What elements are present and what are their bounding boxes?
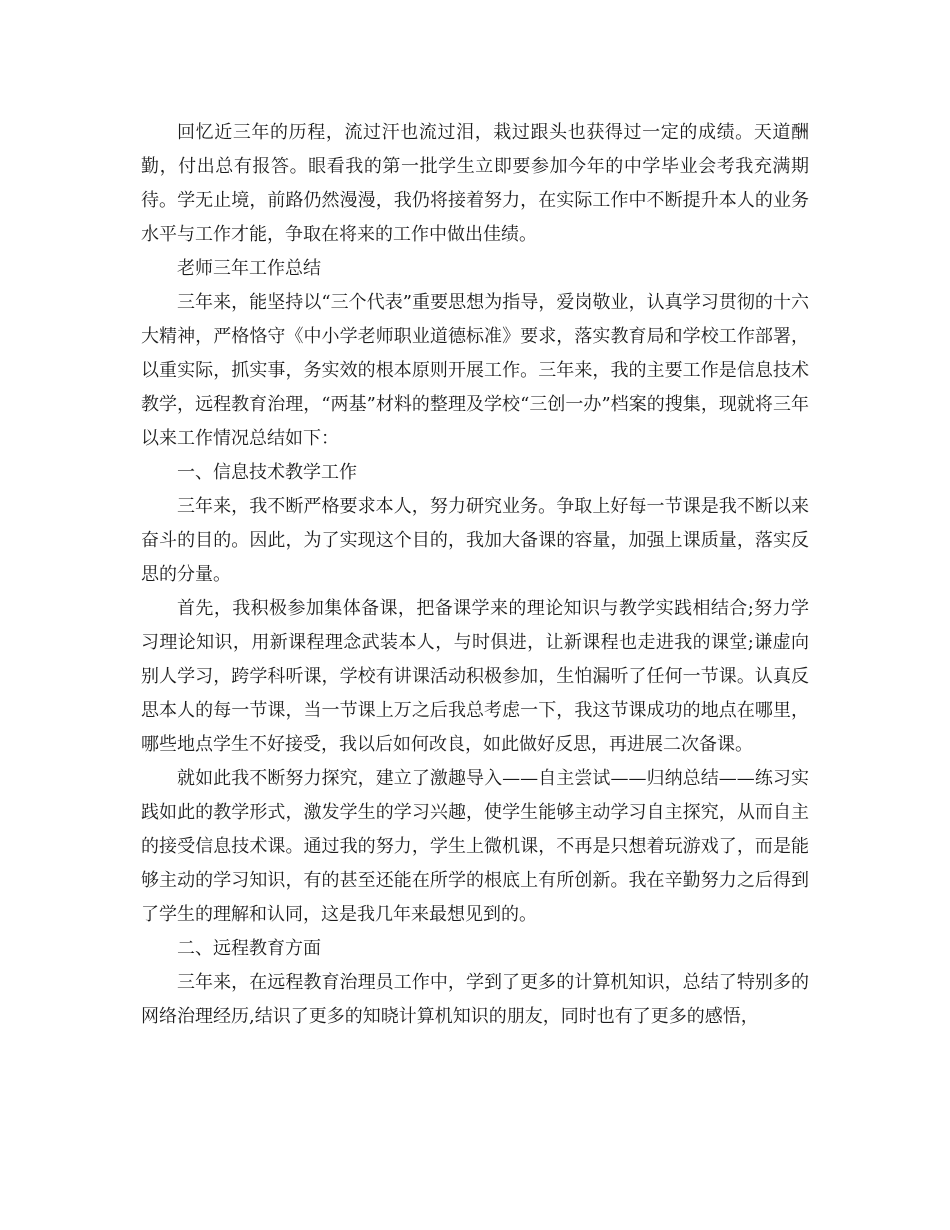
section-heading: 二、远程教育方面 xyxy=(177,938,321,959)
paragraph: 三年来，能坚持以“三个代表”重要思想为指导，爱岗敬业，认真学习贯彻的十六大精神，严格恪守《中小学老师职业道德标准》要求，落实教育局和学校工作部署，以重实际，抓实事，务实效的根本原则开展工作。三年来，我的主要工作是信息技术教学，远程教育治理，“两基”材料的整理及学校“三创一办”档案的搜集，现就将三年以来工作情况总结如下： xyxy=(141,292,809,449)
paragraph: 三年来，我不断严格要求本人，努力研究业务。争取上好每一节课是我不断以来奋斗的目的。因此，为了实现这个目的，我加大备课的容量，加强上课质量，落实反思的分量。 xyxy=(141,496,809,585)
section-heading: 一、信息技术教学工作 xyxy=(177,462,357,483)
document-body xyxy=(141,116,809,1034)
section-heading: 老师三年工作总结 xyxy=(177,258,321,279)
paragraph: 三年来，在远程教育治理员工作中，学到了更多的计算机知识，总结了特别多的网络治理经历,结识了更多的知晓计算机知识的朋友，同时也有了更多的感悟， xyxy=(141,972,809,1027)
paragraph: 就如此我不断努力探究，建立了激趣导入——自主尝试——归纳总结——练习实践如此的教学形式，激发学生的学习兴趣，使学生能够主动学习自主探究，从而自主的接受信息技术课。通过我的努力，学生上微机课，不再是只想着玩游戏了，而是能够主动的学习知识，有的甚至还能在所学的根底上有所创新。我在辛勤努力之后得到了学生的理解和认同，这是我几年来最想见到的。 xyxy=(141,768,809,925)
paragraph: 回忆近三年的历程，流过汗也流过泪，栽过跟头也获得过一定的成绩。天道酬勤，付出总有报答。眼看我的第一批学生立即要参加今年的中学毕业会考我充满期待。学无止境，前路仍然漫漫，我仍将接着努力，在实际工作中不断提升本人的业务水平与工作才能，争取在将来的工作中做出佳绩。 xyxy=(141,122,809,245)
paragraph: 首先，我积极参加集体备课，把备课学来的理论知识与教学实践相结合;努力学习理论知识，用新课程理念武装本人，与时俱进，让新课程也走进我的课堂;谦虚向别人学习，跨学科听课，学校有讲课活动积极参加，生怕漏听了任何一节课。认真反思本人的每一节课，当一节课上万之后我总考虑一下，我这节课成功的地点在哪里，哪些地点学生不好接受，我以后如何改良，如此做好反思，再进展二次备课。 xyxy=(141,598,809,755)
